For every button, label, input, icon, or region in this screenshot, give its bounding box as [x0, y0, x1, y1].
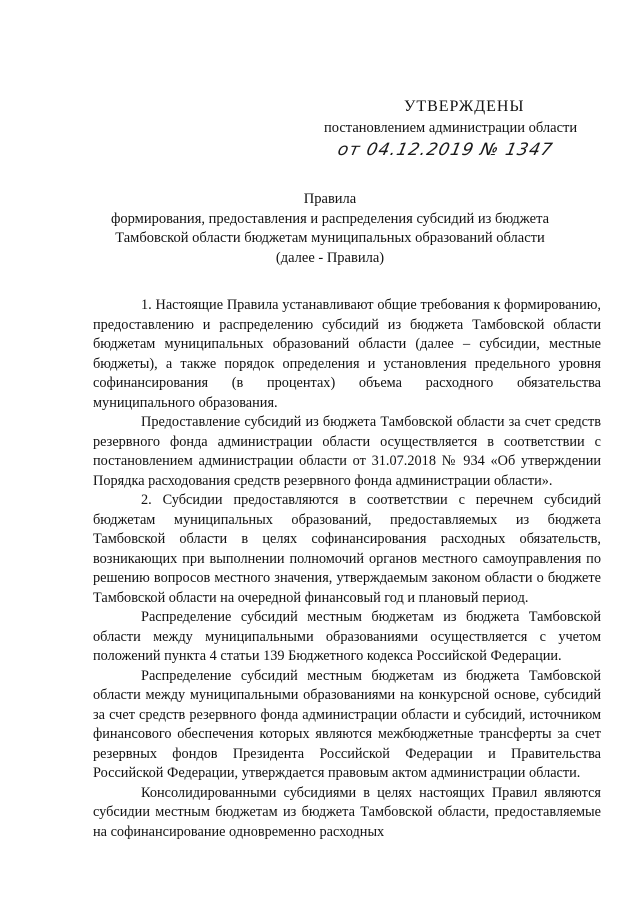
- approval-heading: УТВЕРЖДЕНЫ: [404, 98, 525, 115]
- paragraph: Консолидированными субсидиями в целях настоящих Правил являются субсидии местным бюджетам из бюджета Тамбовской области, предоставляемые на софинансирование одновременно расходных: [93, 784, 601, 840]
- title-line-2: формирования, предоставления и распределения субсидий из бюджета: [110, 210, 550, 227]
- paragraph: Распределение субсидий местным бюджетам из бюджета Тамбовской области между муниципальными образованиями на конкурсной основе, субсидий за счет средств резервного фонда администрации области и субсидий, источником финансового обеспечения которых являются межбюджетные трансферты за счет резервных фондов Президента Российской Федерации и Правительства Российской Федерации, утверждается правовым актом администрации области.: [93, 667, 601, 781]
- document-body: [93, 296, 601, 842]
- title-line-4: (далее - Правила): [275, 249, 385, 266]
- title-line-3: Тамбовской области бюджетам муниципальных образований области: [115, 230, 545, 246]
- approval-line: постановлением администрации области: [324, 120, 578, 136]
- paragraph: Распределение субсидий местным бюджетам из бюджета Тамбовской области между муниципальными образованиями осуществляется с учетом положений пункта 4 статьи 139 Бюджетного кодекса Российской Федерации.: [93, 609, 601, 664]
- document-title: [60, 190, 600, 268]
- paragraph: 1. Настоящие Правила устанавливают общие требования к формированию, предоставлению и распределению субсидий из бюджета Тамбовской области бюджетам муниципальных образований области (далее – субсидии, местные бюджеты), а также порядок определения и установления предельного уровня софинансирования (в процентах) объема расходного обязательства муниципального образования.: [93, 297, 601, 411]
- paragraph: Предоставление субсидий из бюджета Тамбовской области за счет средств резервного фонда администрации области осуществляется в соответствии с постановлением администрации области от 31.07.2018 № 934 «Об утверждении Порядка расходования средств резервного фонда администрации области».: [93, 414, 601, 489]
- handwritten-date-number: от 04.12.2019 № 1347: [335, 140, 555, 160]
- paragraph: 2. Субсидии предоставляются в соответствии с перечнем субсидий бюджетам муниципальных образований, предоставляемых из бюджета Тамбовской области в целях софинансирования расходных обязательств, возникающих при выполнении полномочий органов местного самоуправления по решению вопросов местного значения, утверждаемым законом области о бюджете Тамбовской области на очередной финансовый год и плановый период.: [93, 492, 601, 606]
- title-line-1: Правила: [303, 191, 357, 207]
- approval-stamp: [324, 96, 614, 138]
